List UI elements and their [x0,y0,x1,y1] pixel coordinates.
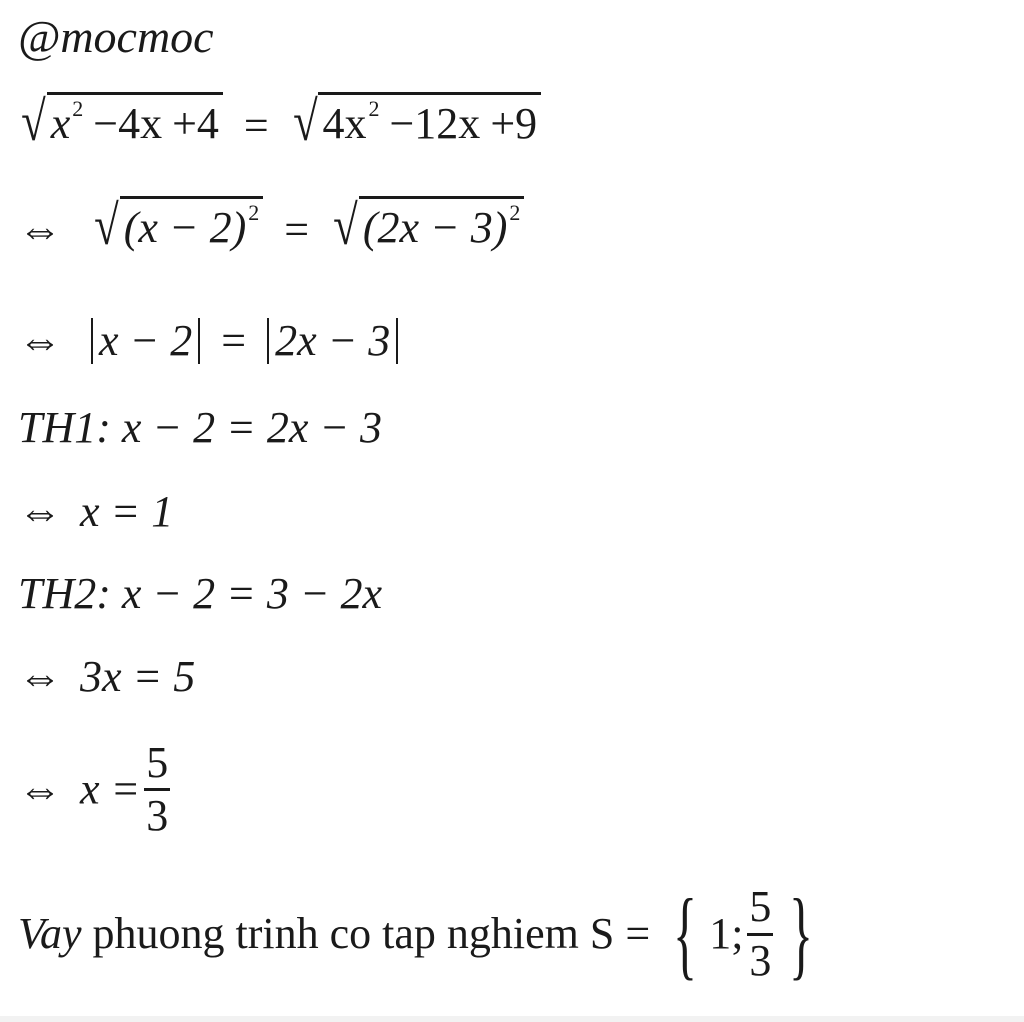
right-sqrt [290,90,541,153]
conclusion-text: phuong trinh co tap nghiem S = [81,909,662,958]
left-radicand [47,92,223,147]
exponent: 2 [368,96,380,121]
right-sqrt [330,194,524,257]
step-text: 3x = 5 [80,652,196,701]
exponent: 2 [248,200,260,225]
equation-line-2 [18,194,524,257]
case-1-line [18,403,383,452]
conclusion-line [18,878,825,989]
set-first-element: 1; [709,909,744,958]
bottom-strip [0,1016,1024,1022]
lhs-text: x = [80,764,141,814]
equivalence-arrow-icon: ⇔ [18,204,62,254]
fraction [747,884,773,983]
equivalence-arrow-icon: ⇔ [18,487,62,536]
abs-left: x − 2 [91,318,200,364]
case-2-result [18,740,174,839]
equivalence-arrow-icon: ⇔ [18,316,62,365]
fraction-numerator: 5 [749,882,772,932]
equals-sign: = [284,204,310,254]
radical-sign: √ [21,90,46,153]
term: +9 [490,99,538,148]
term: 4x [322,99,367,148]
fraction-denominator: 3 [146,791,169,841]
radical-sign: √ [292,90,318,153]
right-radicand [318,92,541,147]
term: −4x [93,99,163,148]
result-text: x = 1 [80,487,174,536]
term: (2x − 3) [362,203,508,252]
watermark-text: @mocmoc [18,11,214,62]
close-brace: } [789,878,814,989]
fraction-numerator: 5 [146,738,169,787]
radical-sign: √ [94,194,119,257]
left-sqrt [18,90,223,153]
term: x [50,99,71,148]
case-2-line [18,569,383,618]
left-sqrt [91,194,263,257]
fraction [144,740,170,839]
case-equation: : x − 2 = 2x − 3 [96,403,383,452]
term: +4 [172,99,219,148]
case-equation: : x − 2 = 3 − 2x [96,569,383,618]
equivalence-arrow-icon: ⇔ [18,764,62,814]
open-brace: { [673,878,698,989]
equivalence-arrow-icon: ⇔ [18,652,62,701]
equals-sign: = [221,316,247,365]
case-1-result [18,487,174,536]
case-label: TH1 [18,403,97,452]
exponent: 2 [72,96,84,121]
case-label: TH2 [18,569,97,618]
equals-sign: = [243,100,269,150]
equation-line-1 [18,90,541,153]
right-radicand [359,196,525,251]
radical-sign: √ [333,194,358,257]
left-radicand [120,196,264,251]
exponent: 2 [509,200,521,225]
term: −12x [389,99,481,148]
case-2-step [18,652,196,701]
equation-line-3 [18,318,398,364]
abs-right: 2x − 3 [267,318,398,364]
conclusion-word: Vay [18,909,82,958]
term: (x − 2) [123,203,247,252]
fraction-denominator: 3 [749,935,772,985]
